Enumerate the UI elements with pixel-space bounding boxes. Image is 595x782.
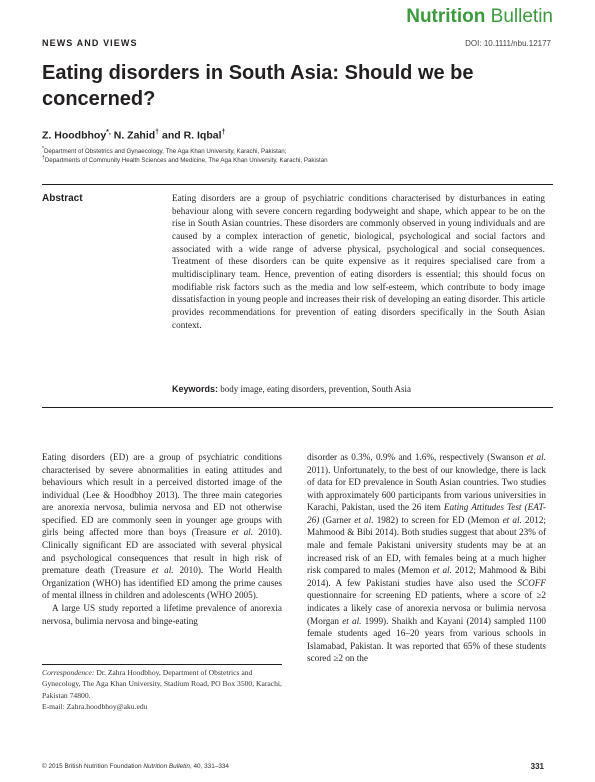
- italic-text-run: et al.: [231, 527, 254, 538]
- body-column-right: [307, 451, 546, 665]
- correspondence-rule: [42, 664, 282, 665]
- affiliation-text: Departments of Community Health Sciences and Medicine, The Aga Khan University, Karachi, Pakistan: [44, 157, 328, 165]
- text-run: 2010). Clinically significant ED are associated with several physical and psychological consequences that result in high risk of premature death (Treasure: [42, 527, 282, 576]
- affiliation-1: [42, 146, 286, 155]
- italic-text-run: et al.: [526, 452, 546, 462]
- footer-journal: Nutrition Bulletin: [143, 763, 190, 770]
- author-name: N. Zahid: [113, 129, 156, 142]
- abstract-text: Eating disorders are a group of psychiatric conditions characterised by disturbances in eating behaviour along with severe concern regarding bodyweight and shape, which appear to be on the rise in South Asian countries. These disorders are commonly observed in young individuals and are caused by a complex interaction of genetic, biological, psychological and social factors and associated with a wide range of adverse physical, psychological and social consequences. Treatment of these disorders can be quite expensive as it requires specialised care from a multidisciplinary team. Hence, prevention of eating disorders is essential; this should focus on modifiable risk factors such as the media and low self-esteem, which contribute to body image dissatisfaction in young people and increases their risk of developing an eating disorder. This article provides recommendations for prevention of eating disorders specifically in the South Asian context.: [172, 193, 545, 330]
- journal-name: [0, 6, 553, 28]
- correspondence-note: [42, 667, 282, 712]
- italic-text-run: et al.: [342, 615, 362, 626]
- text-run: 1999). Shaikh and Kayani (2014) sampled 1100 female students aged 16–20 years from various schools in Islamabad, Pakistan. It was reported that 65% of these students scored ≥2 on the: [307, 615, 547, 664]
- keywords-list: body image, eating disorders, prevention, South Asia: [220, 384, 411, 394]
- author-list: [42, 129, 225, 142]
- keywords-label: Keywords:: [172, 384, 219, 394]
- text-run: 1982) to screen for ED (Memon: [373, 514, 503, 525]
- body-paragraph: [307, 451, 546, 665]
- correspondence-label: Correspondence:: [42, 668, 95, 677]
- italic-text-run: SCOFF: [517, 577, 546, 588]
- body-column-left: [42, 451, 282, 627]
- text-run: (Garner: [319, 514, 355, 525]
- affiliation-2: [42, 155, 328, 164]
- italic-text-run: Eating Attitudes Test (EAT-26): [307, 502, 546, 525]
- affiliation-text: Department of Obstetrics and Gynaecology, The Aga Khan University, Karachi, Pakistan;: [43, 148, 287, 156]
- text-run: disorder as 0.3%, 0.9% and 1.6%, respectively (Swanson: [307, 452, 527, 462]
- author-name: Z. Hoodbhoy: [42, 129, 107, 142]
- affiliation-mark: †: [42, 155, 45, 161]
- body-paragraph: [42, 602, 282, 627]
- doi[interactable]: DOI: 10.1111/nbu.12177: [465, 39, 551, 48]
- text-run: 2011). Unfortunately, to the best of our knowledge, there is lack of data for ED prevalence in South Asian countries. Two studies with approximately 600 participants from various universities in Karachi, Pakistan, used the 26 item: [307, 464, 546, 513]
- correspondence-text: Dr. Zahra Hoodbhoy, Department of Obstetrics and Gynecology, The Aga Khan University, Stadium Road, PO Box 3500, Karachi, Pakistan 74800.: [42, 668, 282, 700]
- author-separator: and: [162, 129, 181, 142]
- text-run: Eating disorders (ED) are a group of psychiatric conditions characterised by severe abnormalities in eating attitudes and behaviours which result in a perceived distorted image of the individual (Lee & Hoodbhoy 2013). The three main categories are anorexia nervosa, bulimia nervosa and ED not otherwise specified. ED are commonly seen in younger age groups with girls being affected more than boys (Treasure: [42, 452, 282, 538]
- journal-name-part1: Nutrition: [406, 6, 486, 27]
- body-paragraph: [42, 451, 282, 602]
- keywords: [172, 384, 552, 394]
- text-run: A large US study reported a lifetime prevalence of anorexia nervosa, bulimia nervosa and binge-eating: [42, 602, 282, 626]
- italic-text-run: et al.: [151, 565, 174, 576]
- text-run: 2012; Mahmood & Bibi 2014). Both studies suggest that about 23% of male and female Pakistani university students may be at an increased risk of an ED, with females being at a much higher risk compared to males (Memon: [307, 514, 546, 576]
- text-run: 2012; Mahmood & Bibi 2014). A few Pakistani studies have also used the: [307, 565, 547, 588]
- author-mark: *,: [106, 129, 111, 136]
- footer-volume-pages: , 40, 331–334: [189, 763, 229, 770]
- italic-text-run: et al.: [502, 514, 522, 525]
- correspondence-email[interactable]: E-mail: Zahra.hoodbhoy@aku.edu: [42, 701, 148, 711]
- affiliation-mark: *: [42, 146, 44, 152]
- author-name: R. Iqbal: [183, 129, 222, 142]
- abstract-top-rule: [42, 184, 553, 185]
- section-label: NEWS AND VIEWS: [42, 38, 138, 48]
- italic-text-run: et al.: [432, 565, 452, 576]
- footer-copyright: © 2015 British Nutrition Foundation: [42, 763, 144, 770]
- author-mark: †: [155, 129, 160, 136]
- footer-citation: [42, 763, 229, 770]
- abstract-bottom-rule: [42, 407, 553, 408]
- article-title: Eating disorders in South Asia: Should we be concerned?: [42, 62, 474, 110]
- text-run: questionnaire for screening ED patients, where a score of ≥2 indicates a likely case of anorexia nervosa or bulimia nervosa (Morgan: [307, 590, 546, 626]
- italic-text-run: et al.: [354, 514, 374, 525]
- text-run: 2010). The World Health Organization (WHO) has identified ED among the prime causes of mental illness in children and adolescents (WHO 2005).: [42, 565, 282, 601]
- page-number: 331: [530, 762, 544, 771]
- abstract-label: Abstract: [42, 193, 83, 204]
- journal-name-part2: Bulletin: [490, 6, 553, 27]
- author-mark: †: [221, 129, 226, 136]
